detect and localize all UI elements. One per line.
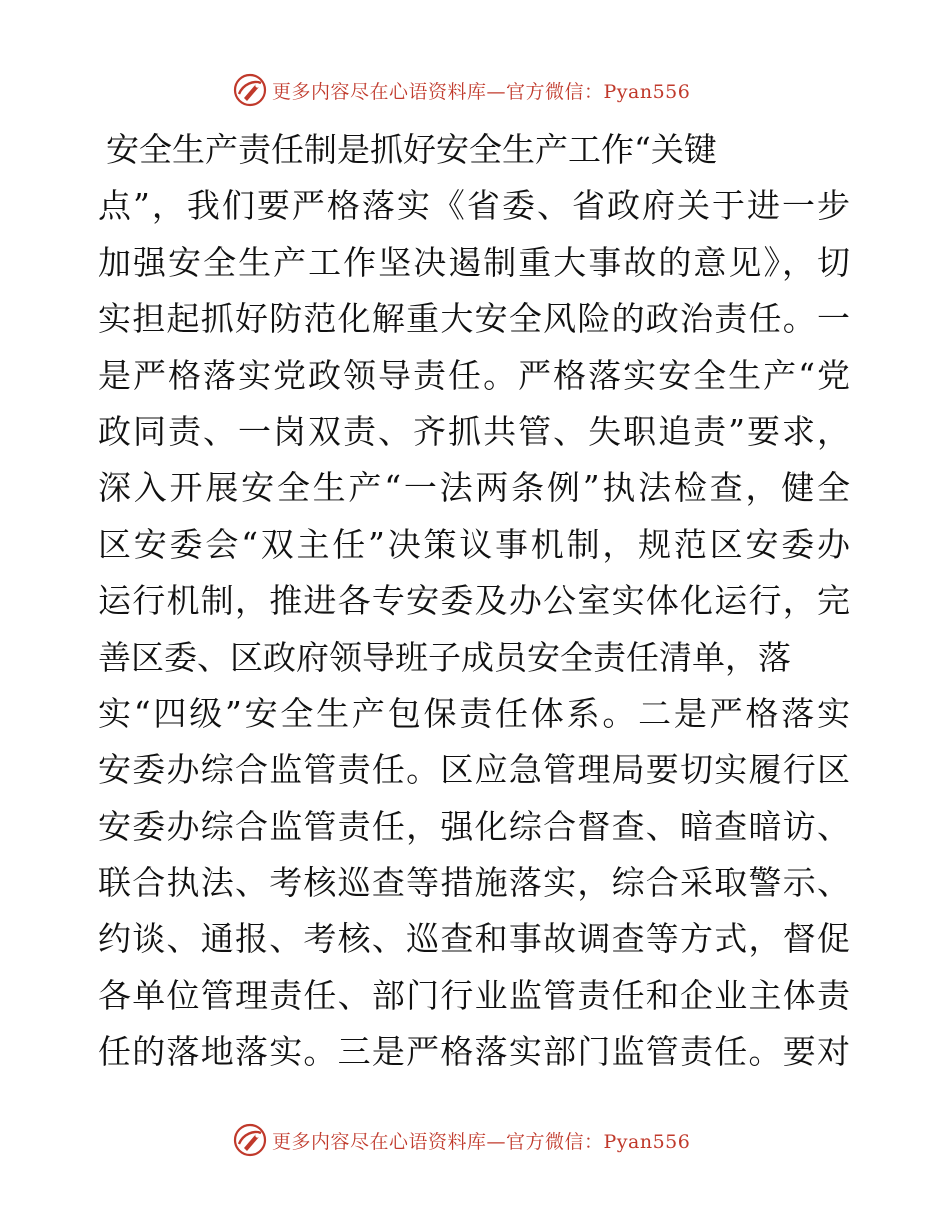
header-banner-text: 更多内容尽在心语资料库—官方微信：Pyan556: [272, 80, 691, 103]
header-banner: [232, 70, 690, 110]
text-line: 区安委会“双主任”决策议事机制，规范区安委办: [98, 524, 850, 564]
text-line: 约谈、通报、考核、巡查和事故调查等方式，督促: [98, 919, 850, 959]
footer-banner-text: 更多内容尽在心语资料库—官方微信：Pyan556: [272, 1130, 691, 1153]
text-line: 安委办综合监管责任。区应急管理局要切实履行区: [98, 750, 850, 790]
text-line: 各单位管理责任、部门行业监管责任和企业主体责: [98, 975, 850, 1015]
text-line: 运行机制，推进各专安委及办公室实体化运行，完: [98, 581, 850, 621]
text-line: 政同责、一岗双责、齐抓共管、失职追责”要求，: [98, 411, 850, 451]
body-text: [98, 122, 850, 1081]
footer-wechat-id: Pyan556: [603, 1130, 691, 1153]
pen-swirl-logo-icon: [232, 72, 268, 108]
footer-banner: [232, 1120, 690, 1160]
text-line: 联合执法、考核巡查等措施落实，综合采取警示、: [98, 863, 850, 903]
text-line: 深入开展安全生产“一法两条例”执法检查，健全: [98, 468, 850, 508]
text-line: 实担起抓好防范化解重大安全风险的政治责任。一: [98, 299, 850, 339]
text-line: 善区委、区政府领导班子成员安全责任清单，落: [98, 637, 791, 677]
text-line: 实“四级”安全生产包保责任体系。二是严格落实: [98, 693, 850, 733]
pen-swirl-logo-icon: [232, 1122, 268, 1158]
header-wechat-id: Pyan556: [603, 80, 691, 103]
text-line: 安全生产责任制是抓好安全生产工作“关键: [106, 130, 717, 169]
text-line: 点”，我们要严格落实《省委、省政府关于进一步: [98, 186, 850, 226]
text-line: 安委办综合监管责任，强化综合督查、暗查暗访、: [98, 806, 850, 846]
text-line: 任的落地落实。三是严格落实部门监管责任。要对: [98, 1032, 850, 1072]
text-line: 加强安全生产工作坚决遏制重大事故的意见》，切: [98, 242, 850, 282]
text-line: 是严格落实党政领导责任。严格落实安全生产“党: [98, 355, 850, 395]
